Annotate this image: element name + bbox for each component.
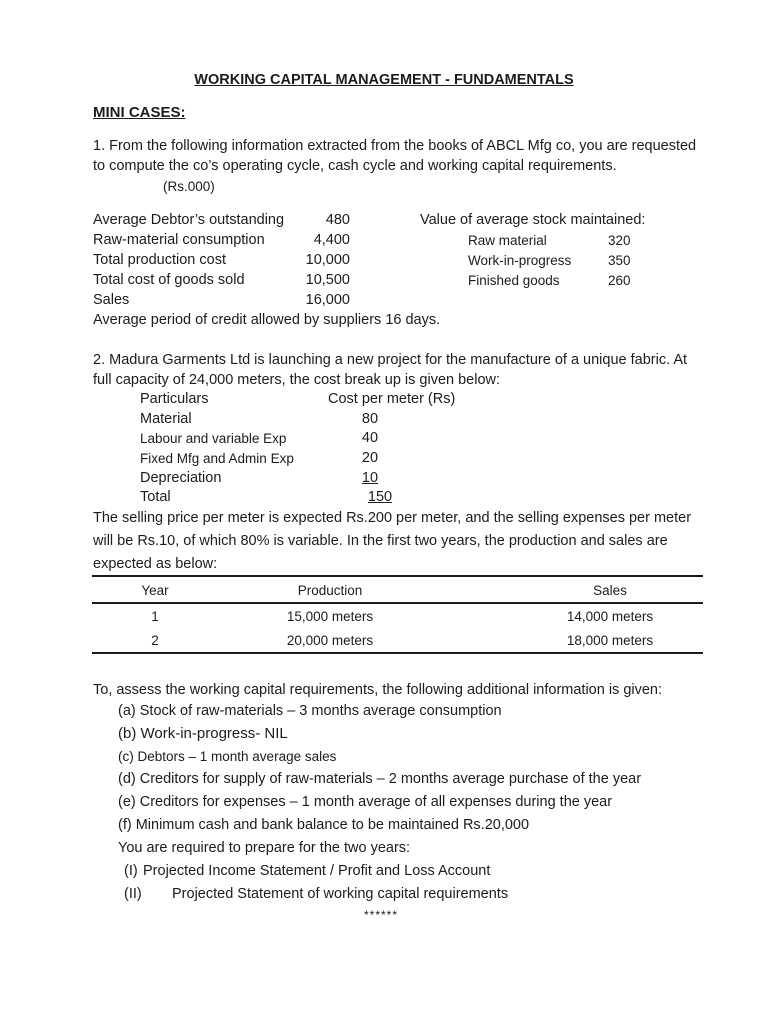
table-bottom-rule — [92, 652, 703, 654]
stock-item-label: Work-in-progress — [468, 253, 572, 268]
stock-item-label: Finished goods — [468, 273, 560, 288]
prepare-item-text: Projected Statement of working capital requirements — [172, 886, 509, 902]
cost-row-value: 10 — [361, 470, 379, 486]
info-item: (e) Creditors for expenses – 1 month average of all expenses during the year — [118, 794, 613, 810]
case1-item-label: Total cost of goods sold — [93, 272, 245, 288]
table-cell: 2 — [151, 633, 159, 648]
cost-header-particulars: Particulars — [140, 391, 209, 407]
page-title: WORKING CAPITAL MANAGEMENT - FUNDAMENTALS — [194, 72, 574, 88]
prepare-intro: You are required to prepare for the two years: — [118, 840, 411, 856]
case2-intro-line2: full capacity of 24,000 meters, the cost break up is given below: — [93, 372, 501, 388]
case1-intro-line2: to compute the co’s operating cycle, cash cycle and working capital requirements. — [93, 158, 617, 174]
table-header-year: Year — [141, 583, 169, 598]
info-item: (d) Creditors for supply of raw-materials – 2 months average purchase of the year — [118, 771, 642, 787]
table-cell: 18,000 meters — [566, 633, 654, 648]
stock-item-value: 260 — [608, 273, 631, 288]
table-header-production: Production — [297, 583, 363, 598]
info-item: (b) Work-in-progress- NIL — [118, 725, 288, 742]
case1-item-label: Sales — [93, 292, 130, 308]
table-header-rule — [92, 602, 703, 604]
table-header-sales: Sales — [593, 583, 627, 598]
cost-row-value: 150 — [367, 489, 393, 505]
selling-price-line3: expected as below: — [93, 556, 218, 572]
case1-intro-line1: 1. From the following information extracted from the books of ABCL Mfg co, you are requested — [93, 138, 697, 154]
case1-item-label: Average Debtor’s outstanding — [93, 212, 285, 228]
prepare-item-text: Projected Income Statement / Profit and Loss Account — [143, 863, 491, 879]
info-item: (a) Stock of raw-materials – 3 months average consumption — [118, 703, 502, 719]
stock-item-value: 320 — [608, 233, 631, 248]
prepare-item-number: (I) — [124, 863, 138, 879]
selling-price-line1: The selling price per meter is expected Rs.200 per meter, and the selling expenses per meter — [93, 510, 692, 526]
stock-heading: Value of average stock maintained: — [420, 212, 646, 228]
cost-row-label: Labour and variable Exp — [140, 431, 287, 446]
case1-item-value: 480 — [325, 212, 350, 228]
case2-intro-line1: 2. Madura Garments Ltd is launching a new project for the manufacture of a unique fabric. At — [93, 352, 688, 368]
table-cell: 1 — [151, 609, 159, 624]
cost-row-value: 80 — [361, 411, 379, 427]
case1-item-value: 10,500 — [305, 272, 350, 288]
table-cell: 15,000 meters — [286, 609, 374, 624]
section-heading: MINI CASES: — [93, 104, 186, 121]
case1-item-label: Raw-material consumption — [93, 232, 265, 248]
prepare-item-number: (II) — [124, 886, 142, 902]
case1-item-label: Total production cost — [93, 252, 226, 268]
cost-row-label: Material — [140, 411, 192, 427]
cost-row-value: 20 — [361, 450, 379, 466]
cost-row-label: Depreciation — [140, 470, 222, 486]
stock-item-value: 350 — [608, 253, 631, 268]
case1-item-value: 16,000 — [305, 292, 350, 308]
case1-item-value: 4,400 — [313, 232, 350, 248]
info-item: (c) Debtors – 1 month average sales — [118, 749, 337, 764]
stock-item-label: Raw material — [468, 233, 547, 248]
assess-intro: To, assess the working capital requirements, the following additional information is given: — [93, 682, 663, 698]
cost-row-label: Total — [140, 489, 171, 505]
cost-row-label: Fixed Mfg and Admin Exp — [140, 451, 294, 466]
case1-item-value: 10,000 — [305, 252, 350, 268]
table-cell: 14,000 meters — [566, 609, 654, 624]
cost-header-cost: Cost per meter (Rs) — [328, 391, 456, 407]
cost-row-value: 40 — [361, 430, 379, 446]
end-mark: ****** — [363, 908, 399, 922]
info-item: (f) Minimum cash and bank balance to be maintained Rs.20,000 — [118, 817, 530, 833]
selling-price-line2: will be Rs.10, of which 80% is variable. In the first two years, the production and sales are — [93, 533, 668, 549]
case1-credit-note: Average period of credit allowed by suppliers 16 days. — [93, 312, 441, 328]
table-cell: 20,000 meters — [286, 633, 374, 648]
case1-unit: (Rs.000) — [163, 179, 215, 194]
table-top-rule — [92, 575, 703, 577]
